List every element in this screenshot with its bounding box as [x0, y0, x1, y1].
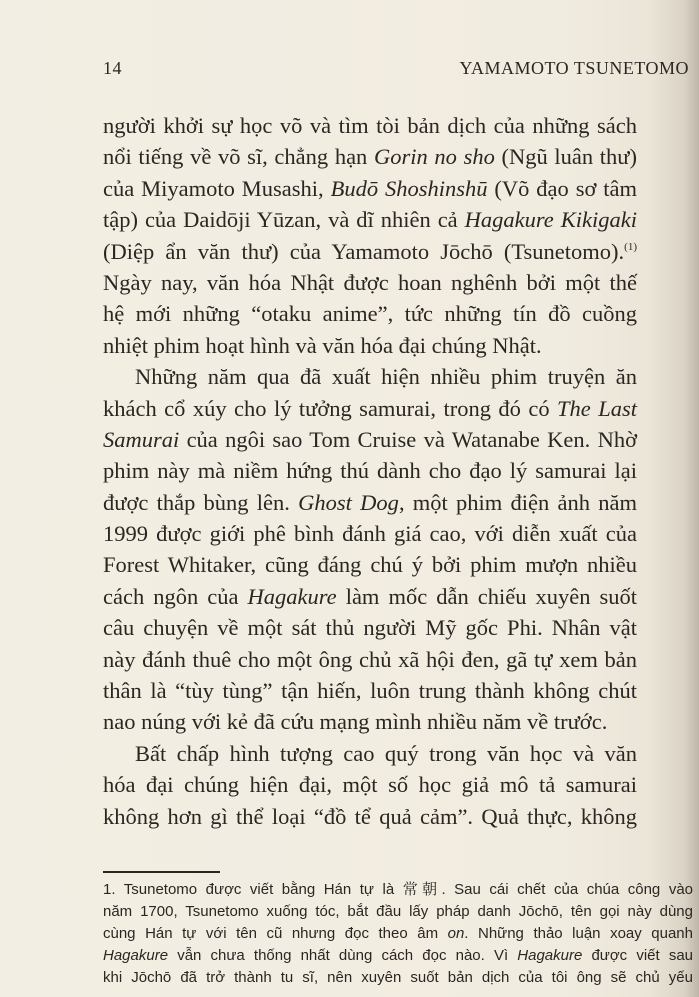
italic-title: on: [447, 925, 465, 942]
text-run: được thắp bùng lên.: [103, 489, 299, 515]
text-run: vẫn chưa thống nhất dùng cách đọc nào. Vì: [168, 947, 518, 964]
text-run: hệ mới những “otaku anime”, tức những tín đồ cuồng: [103, 301, 637, 327]
body-text: [103, 110, 637, 832]
paragraph-line: [103, 706, 637, 737]
footnote-line: [103, 901, 693, 923]
paragraph-line: [103, 204, 637, 235]
paragraph-line: [103, 801, 637, 832]
paragraph-line: [103, 424, 637, 455]
paragraph-line: [103, 455, 637, 486]
paragraph-line: [103, 612, 637, 643]
paragraph-line: [103, 330, 637, 361]
paragraph-line: [103, 769, 637, 800]
paragraph-line: [103, 236, 637, 267]
italic-title: The Last: [557, 395, 637, 421]
footnote-line: [103, 923, 693, 945]
paragraph-line: [103, 141, 637, 172]
paragraph-line: [103, 267, 637, 298]
paragraph-line: [103, 110, 637, 141]
paragraph-line: [103, 644, 637, 675]
text-run: tập) của Daidōji Yūzan, và dĩ nhiên cả: [103, 207, 465, 233]
italic-title: Hagakure: [247, 583, 337, 609]
text-run: cách ngôn của: [103, 583, 248, 609]
text-run: năm 1700, Tsunetomo xuống tóc, bắt đầu lấy pháp danh Jōchō, tên gọi này dùng: [103, 903, 693, 920]
text-run: hóa đại chúng hiện đại, một số học giả mô tả samurai: [103, 772, 637, 798]
text-run: cùng Hán tự với tên cũ nhưng đọc theo âm: [103, 925, 448, 942]
footnote: [103, 879, 693, 989]
text-run: Những năm qua đã xuất hiện nhiều phim truyện ăn: [135, 364, 637, 390]
paragraph-line: [103, 173, 637, 204]
italic-title: Budō Shoshinshū: [330, 175, 488, 201]
text-run: 1999 được giới phê bình đánh giá cao, với diễn xuất của: [103, 521, 637, 547]
footnote-reference: (1): [624, 240, 637, 253]
paragraph-line: [103, 581, 637, 612]
text-run: của ngôi sao Tom Cruise và Watanabe Ken. Nhờ: [179, 426, 637, 452]
text-run: (Diệp ẩn văn thư) của Yamamoto Jōchō (Tsunetomo).: [103, 238, 625, 264]
text-run: khách cổ xúy cho lý tưởng samurai, trong đó có: [103, 395, 558, 421]
text-run: nao núng với kẻ đã cứu mạng mình nhiều năm về trước.: [103, 709, 608, 735]
footnote-rule: [103, 871, 220, 873]
running-head: YAMAMOTO TSUNETOMO: [459, 58, 689, 78]
text-run: phim này mà niềm hứng thú dành cho đạo lý samurai lại: [103, 458, 637, 484]
text-run: Forest Whitaker, cũng đáng chú ý bởi phim mượn nhiều: [103, 552, 637, 578]
footnote-line: [103, 879, 693, 901]
italic-title: Samurai: [103, 426, 180, 452]
italic-title: Hagakure: [517, 947, 583, 964]
text-run: của Miyamoto Musashi,: [103, 175, 331, 201]
text-run: Bất chấp hình tượng cao quý trong văn học và văn: [135, 740, 637, 766]
text-run: làm mốc dẫn chiếu xuyên suốt: [336, 583, 637, 609]
page-number: 14: [103, 58, 122, 78]
italic-title: Gorin no sho: [373, 144, 495, 170]
text-run: (Ngũ luân thư): [494, 144, 637, 170]
paragraph-line: [103, 549, 637, 580]
text-run: Ngày nay, văn hóa Nhật được hoan nghênh bởi một thế: [103, 269, 637, 295]
text-run: (Võ đạo sơ tâm: [487, 175, 637, 201]
italic-title: Ghost Dog: [298, 489, 399, 515]
text-run: 1. Tsunetomo được viết bằng Hán tự là 常朝. Sau cái chết của chúa công vào: [103, 881, 693, 898]
text-run: thân là “tùy tùng” tận hiến, luôn trung thành không chút: [103, 678, 637, 704]
paragraph-line: [103, 298, 637, 329]
footnote-line: [103, 967, 693, 989]
paragraph-line: [103, 675, 637, 706]
italic-title: Hagakure Kikigaki: [464, 207, 637, 233]
paragraph-line: [103, 518, 637, 549]
text-run: , một phim điện ảnh năm: [398, 489, 638, 515]
text-run: khi Jōchō đã trở thành tu sĩ, nên xuyên suốt bản dịch của tôi ông sẽ chủ yếu: [103, 969, 693, 986]
paragraph-line: [103, 393, 637, 424]
text-run: được viết sau: [582, 947, 694, 964]
text-run: không hơn gì thể loại “đồ tể quả cảm”. Quả thực, không: [103, 803, 637, 829]
italic-title: Hagakure: [103, 947, 169, 964]
paragraph-line: [103, 361, 637, 392]
paragraph-line: [103, 738, 637, 769]
text-run: người khởi sự học võ và tìm tòi bản dịch của những sách: [103, 113, 637, 138]
text-run: nhiệt phim hoạt hình và văn hóa đại chúng Nhật.: [103, 332, 542, 358]
text-run: nổi tiếng về võ sĩ, chẳng hạn: [103, 144, 374, 170]
footnote-line: [103, 945, 693, 967]
text-run: câu chuyện về một sát thủ người Mỹ gốc Phi. Nhân vật: [103, 615, 637, 641]
text-run: . Những thảo luận xoay quanh: [464, 925, 693, 942]
paragraph-line: [103, 487, 637, 518]
text-run: này đánh thuê cho một ông chủ xã hội đen, gã tự xem bản: [103, 646, 637, 672]
